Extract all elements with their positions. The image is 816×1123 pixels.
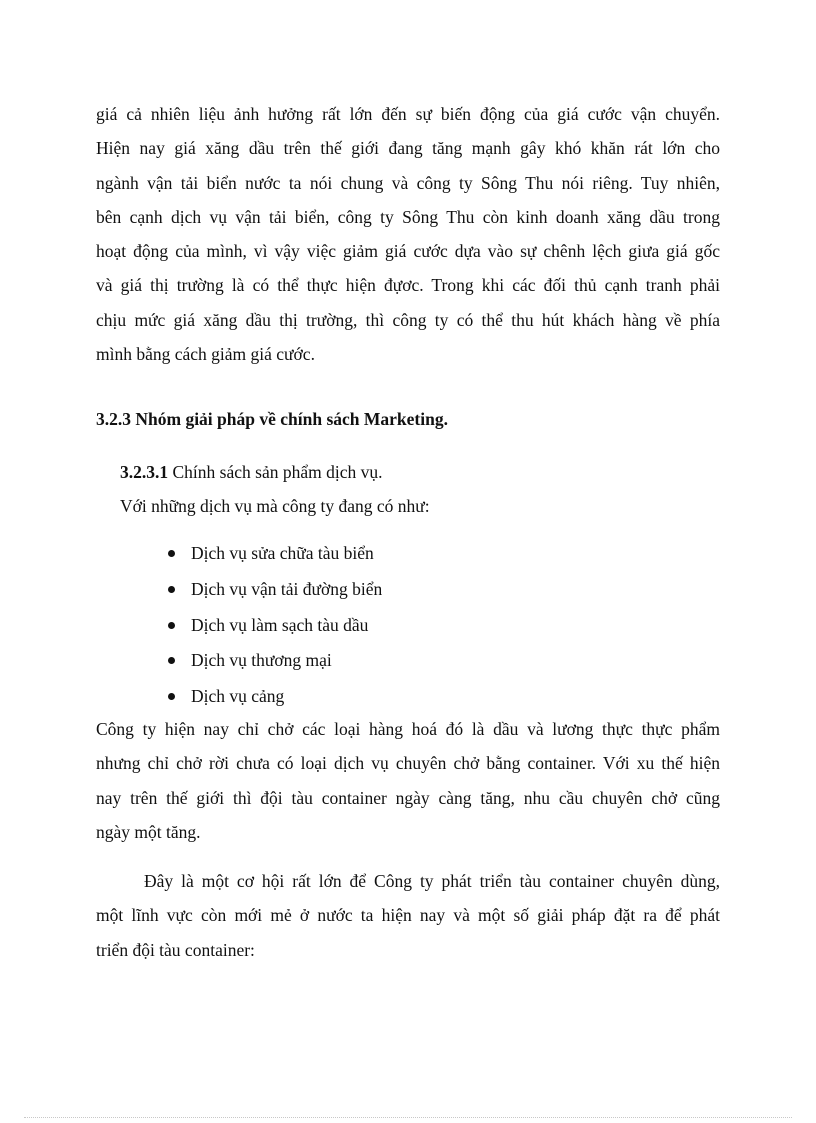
paragraph-opportunity — [96, 864, 720, 967]
paragraph-line: nhưng chỉ chở rời chưa có loại dịch vụ chuyên chở bằng container. Với xu thế hiện — [96, 753, 720, 774]
list-item-text: Dịch vụ vận tải đường biển — [191, 578, 383, 599]
subsection-number: 3.2.3.1 — [120, 462, 169, 482]
paragraph-line: mình bằng cách giảm giá cước. — [96, 344, 315, 365]
page-bottom-divider — [24, 1117, 792, 1118]
subsection-heading — [120, 455, 382, 489]
paragraph-cargo — [96, 712, 720, 849]
paragraph-line: và giá thị trường là có thể thực hiện đựơc. Trong khi các đối thủ cạnh tranh phải — [96, 275, 720, 296]
subsection-title: Chính sách sản phẩm dịch vụ. — [172, 462, 383, 482]
paragraph-line: Hiện nay giá xăng dầu trên thế giới đang tăng mạnh gây khó khăn rát lớn cho — [96, 138, 720, 159]
paragraph-fuel-prices — [96, 97, 720, 371]
bullet-icon — [168, 693, 175, 700]
paragraph-line: triển đội tàu container: — [96, 939, 255, 960]
bullet-icon — [168, 657, 175, 664]
paragraph-line: hoạt động của mình, vì vậy việc giảm giá cước dựa vào sự chênh lệch giưa giá gốc — [96, 241, 720, 262]
list-item-text: Dịch vụ thương mại — [191, 650, 332, 671]
bullet-icon — [168, 586, 175, 593]
services-list — [168, 536, 382, 715]
paragraph-line: ngành vận tải biển nước ta nói chung và công ty Sông Thu nói riêng. Tuy nhiên, — [96, 172, 720, 193]
paragraph-line: Công ty hiện nay chỉ chở các loại hàng hoá đó là dầu và lương thực thực phẩm — [96, 719, 720, 739]
list-item — [168, 679, 382, 715]
section-heading: 3.2.3 Nhóm giải pháp về chính sách Marketing. — [96, 409, 448, 429]
paragraph-line: chịu mức giá xăng dầu thị trường, thì công ty có thể thu hút khách hàng về phía — [96, 309, 720, 330]
bullet-icon — [168, 622, 175, 629]
list-item-text: Dịch vụ cảng — [191, 686, 285, 707]
services-intro: Với những dịch vụ mà công ty đang có như: — [120, 496, 430, 516]
paragraph-line: nay trên thế giới thì đội tàu container ngày càng tăng, nhu cầu chuyên chở cũng — [96, 787, 720, 808]
paragraph-line: một lĩnh vực còn mới mẻ ở nước ta hiện nay và một số giải pháp đặt ra để phát — [96, 905, 720, 926]
list-item — [168, 536, 382, 572]
list-item — [168, 643, 382, 679]
list-item-text: Dịch vụ làm sạch tàu dầu — [191, 614, 369, 635]
bullet-icon — [168, 550, 175, 557]
paragraph-line: Đây là một cơ hội rất lớn để Công ty phát triển tàu container chuyên dùng, — [144, 871, 720, 891]
list-item — [168, 608, 382, 644]
paragraph-line: ngày một tăng. — [96, 821, 201, 842]
list-item-text: Dịch vụ sửa chữa tàu biển — [191, 543, 374, 563]
list-item — [168, 572, 382, 608]
paragraph-line: bên cạnh dịch vụ vận tải biển, công ty Sông Thu còn kinh doanh xăng dầu trong — [96, 206, 720, 227]
paragraph-line: giá cả nhiên liệu ảnh hưởng rất lớn đến sự biến động của giá cước vận chuyển. — [96, 104, 720, 124]
